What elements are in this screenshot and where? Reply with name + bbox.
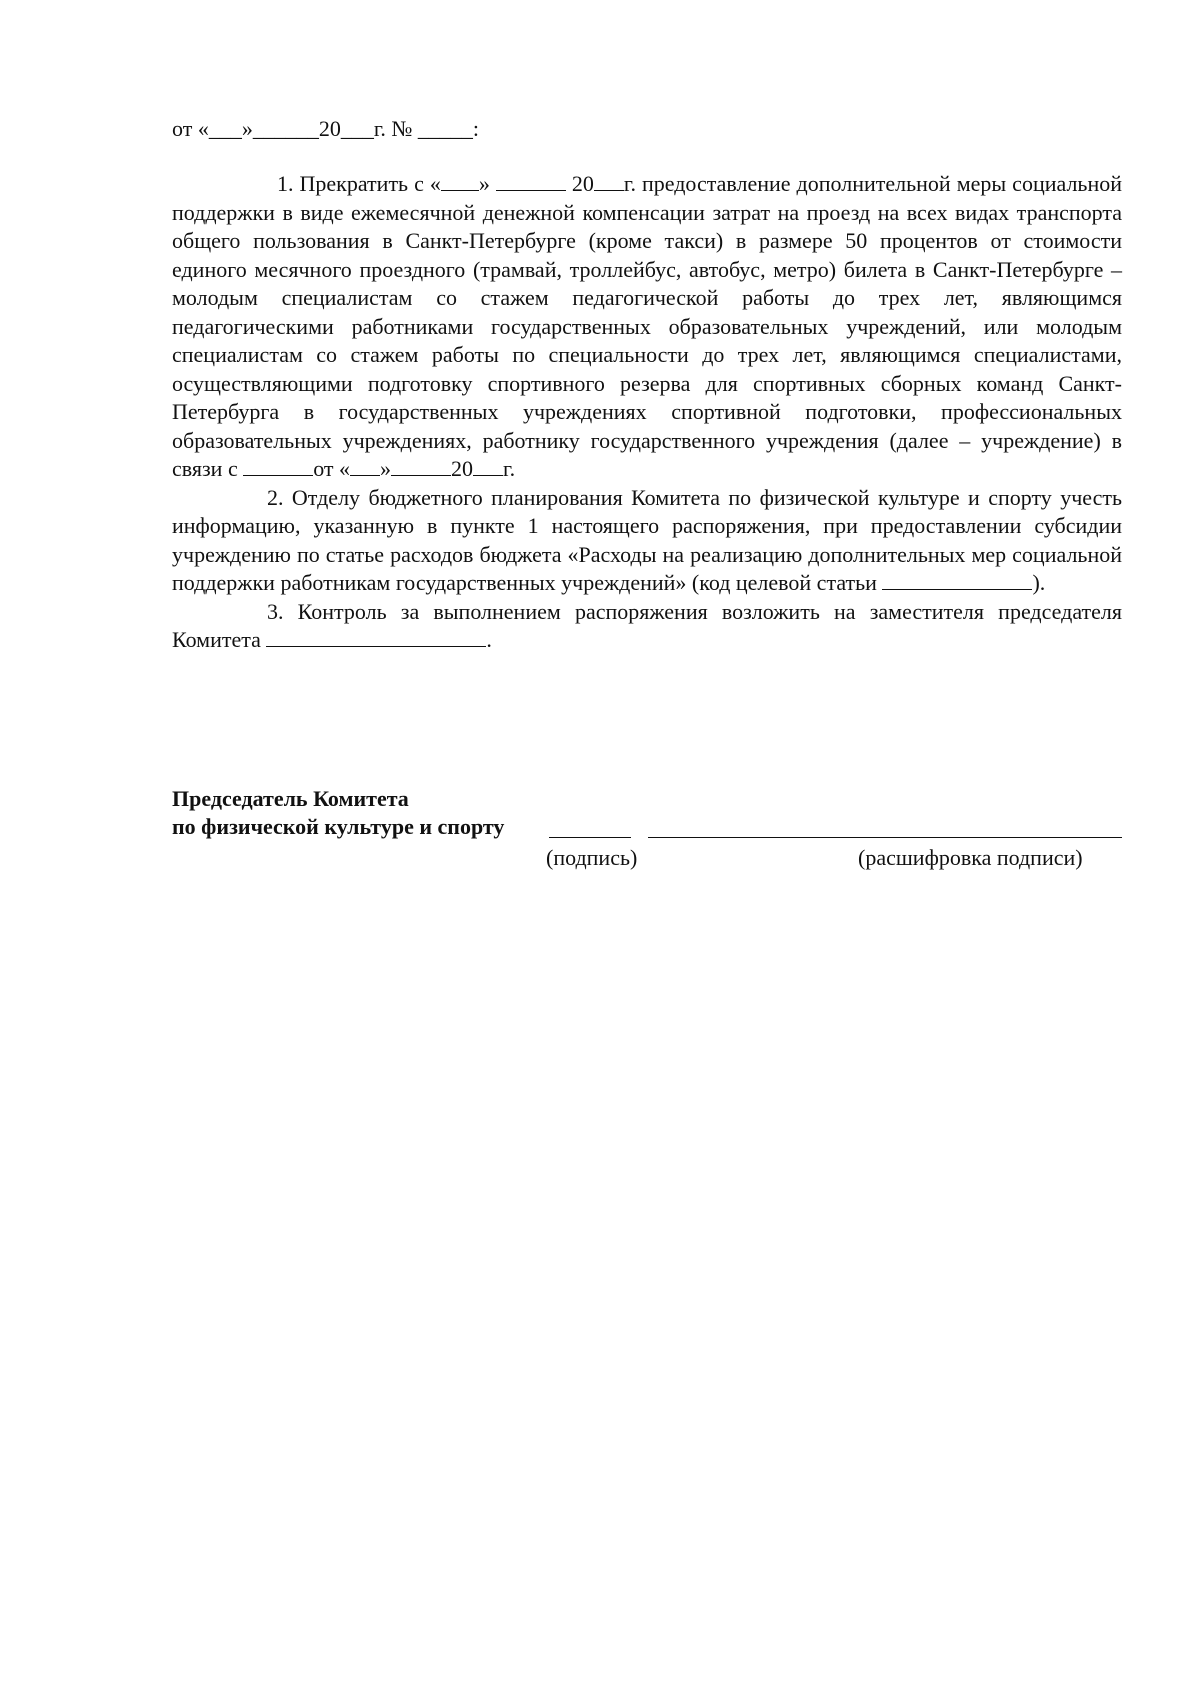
- document-body: [172, 170, 1122, 655]
- paragraph-1: [172, 170, 1122, 484]
- paragraph-1-start: 1. Прекратить с «: [277, 171, 441, 196]
- paragraph-1-quote-close-2: »: [380, 456, 392, 481]
- paragraph-3: [172, 598, 1122, 655]
- paragraph-3-end: .: [486, 627, 492, 652]
- date-number-line: от «___»______20___г. № _____:: [172, 116, 479, 141]
- blank-day-2: [350, 457, 380, 476]
- blank-deputy-name: [266, 628, 486, 647]
- paragraph-1-text: г. предоставление дополнительной меры социальной поддержки в виде ежемесячной денежной компенсации затрат на проезд на всех видах транспорта общего пользования в Санкт-Петербурге (кроме такси) в размере 50 процентов от стоимости единого месячного проездного (трамвай, троллейбус, автобус, метро) билета в Санкт-Петербурге – молодым специалистам со стажем педагогической работы до трех лет, являющимся педагогическими работниками государственных образовательных учреждений, или молодым специалистам со стажем работы по специальности до трех лет, являющимся специалистами, осуществляющими подготовку спортивного резерва для спортивных сборных команд Санкт-Петербурга в государственных учреждениях спортивной подготовки, профессиональных образовательных учреждениях, работнику государственного учреждения (далее – учреждение) в связи с: [172, 171, 1123, 481]
- blank-year: [594, 172, 624, 191]
- signature-caption: (подпись): [546, 845, 638, 870]
- paragraph-2-end: ).: [1032, 570, 1046, 595]
- paragraph-1-year-prefix: 20: [565, 171, 594, 196]
- signer-title-line-1: Председатель Комитета: [172, 786, 409, 811]
- paragraph-2-text: 2. Отделу бюджетного планирования Комитета по физической культуре и спорту учесть информацию, указанную в пункте 1 настоящего распоряжения, при предоставлении субсидии учреждению по статье расходов бюджета «Расходы на реализацию дополнительных мер социальной поддержки работникам государственных учреждений» (код целевой статьи: [172, 484, 1122, 595]
- signature-block: [172, 785, 1122, 841]
- blank-month: [496, 172, 566, 191]
- paragraph-2: [172, 484, 1122, 598]
- signer-title-row: [172, 813, 1122, 841]
- blank-year-2: [473, 457, 503, 476]
- blank-month-2: [391, 457, 451, 476]
- paragraph-1-year-suffix: г.: [503, 456, 516, 481]
- blank-reason: [243, 457, 313, 476]
- signature-name-caption: (расшифровка подписи): [858, 845, 1083, 870]
- signature-name-line: [648, 837, 1122, 838]
- paragraph-1-quote-close: »: [478, 171, 496, 196]
- paragraph-1-from: от «: [313, 456, 351, 481]
- paragraph-1-year-prefix-2: 20: [451, 456, 474, 481]
- signature-line: [549, 837, 631, 838]
- paragraph-3-text: 3. Контроль за выполнением распоряжения возложить на заместителя председателя Комитета: [172, 598, 1122, 652]
- signer-title-line-2: по физической культуре и спорту: [172, 814, 505, 839]
- blank-day: [441, 172, 479, 191]
- blank-target-code: [882, 571, 1032, 590]
